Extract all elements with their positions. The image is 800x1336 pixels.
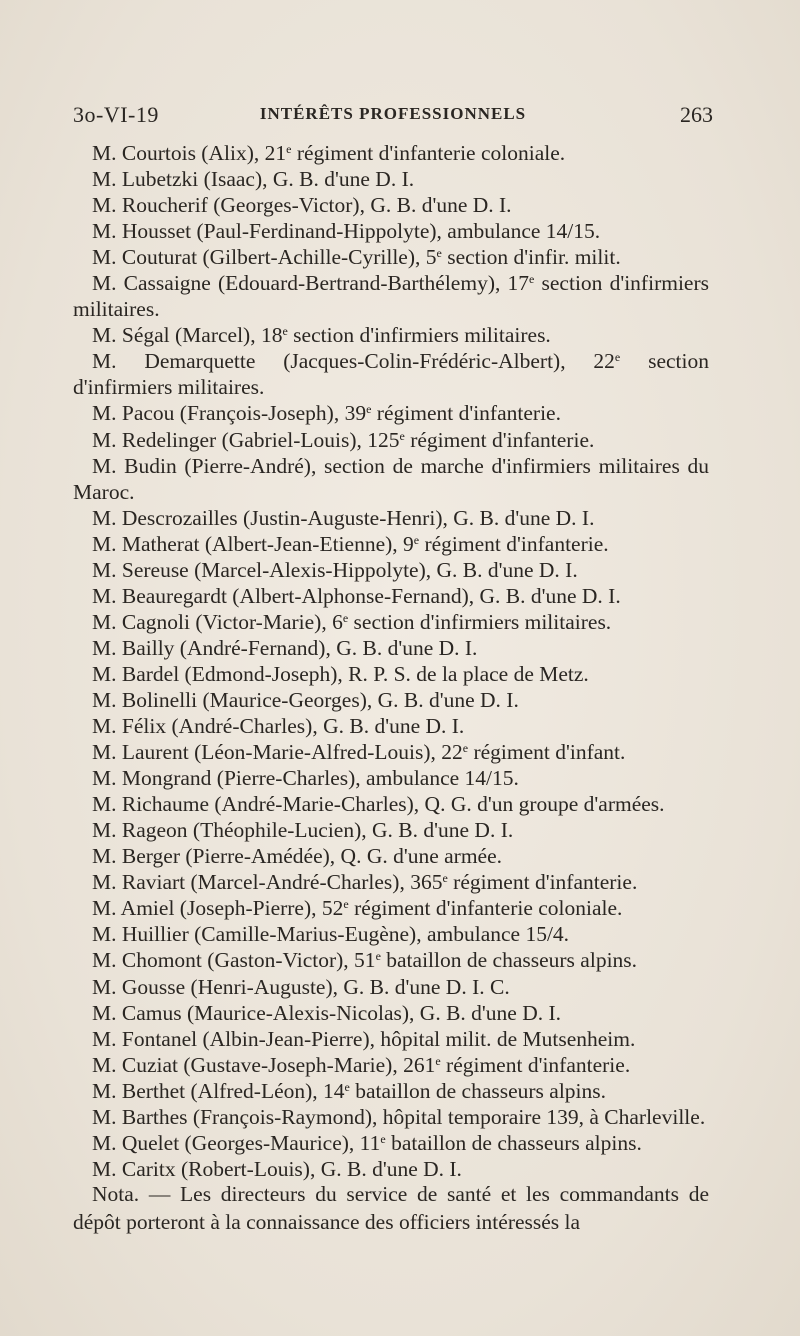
entry-unit: régiment d'infanterie. — [404, 427, 595, 452]
entry-ordinal-suffix: e — [413, 532, 420, 547]
header-title: INTÉRÊTS PROFESSIONNELS — [259, 104, 527, 123]
entry-text: M. Cagnoli (Victor-Marie), 6 — [92, 609, 343, 634]
list-item — [73, 1078, 709, 1104]
entry-text: M. Bardel (Edmond-Joseph), R. P. S. de la place de Metz. — [92, 661, 589, 686]
entry-text: M. Bailly (André-Fernand), G. B. d'une D. I. — [92, 635, 478, 660]
list-item — [73, 348, 709, 400]
entry-text: M. Bolinelli (Maurice-Georges), G. B. d'une D. I. — [92, 687, 519, 712]
list-item — [73, 635, 709, 661]
list-item — [73, 218, 709, 244]
entry-ordinal-suffix: e — [286, 142, 292, 156]
entry-unit: régiment d'infant. — [468, 740, 626, 765]
entry-unit: régiment d'infanterie coloniale. — [291, 141, 566, 165]
entry-text: M. Redelinger (Gabriel-Louis), 125 — [92, 427, 400, 452]
entry-text: M. Pacou (François-Joseph), 39 — [92, 401, 367, 426]
entry-text: M. Budin (Pierre-André), section de marche d'infirmiers militaires du Maroc. — [73, 453, 709, 504]
nota-paragraph: Nota. — Les directeurs du service de santé et les commandants de dépôt porteront à la connaissance des officiers intéressés la — [73, 1182, 709, 1234]
entry-ordinal-suffix: e — [343, 897, 349, 912]
list-item — [73, 661, 709, 687]
entry-ordinal-suffix: e — [282, 324, 288, 339]
entry-unit: régiment d'infanterie coloniale. — [348, 896, 623, 921]
entry-text: M. Sereuse (Marcel-Alexis-Hippolyte), G. B. d'une D. I. — [92, 557, 578, 582]
list-item — [73, 322, 709, 348]
list-item — [73, 270, 709, 322]
entry-ordinal-suffix: e — [614, 350, 621, 365]
entry-text: M. Ségal (Marcel), 18 — [92, 323, 283, 348]
entry-text: M. Rageon (Théophile-Lucien), G. B. d'une D. I. — [92, 818, 514, 843]
entry-text: M. Richaume (André-Marie-Charles), Q. G. d'un groupe d'armées. — [92, 792, 665, 817]
list-item — [73, 192, 709, 218]
entry-text: M. Amiel (Joseph-Pierre), 52 — [92, 896, 344, 921]
entry-text: M. Roucherif (Georges-Victor), G. B. d'une D. I. — [92, 193, 512, 218]
header-date: 3o-VI-19 — [73, 102, 159, 127]
list-item — [73, 895, 709, 921]
list-item — [73, 609, 709, 635]
entry-unit: régiment d'infanterie. — [371, 401, 561, 426]
list-item — [73, 427, 709, 453]
list-item — [73, 166, 709, 192]
entry-text: M. Housset (Paul-Ferdinand-Hippolyte), ambulance 14/15. — [92, 219, 601, 244]
entry-text: M. Berger (Pierre-Amédée), Q. G. d'une armée. — [92, 844, 503, 869]
entry-text: M. Lubetzki (Isaac), G. B. d'une D. I. — [92, 167, 415, 192]
entry-ordinal-suffix: e — [436, 246, 442, 261]
entry-unit: section d'infirmiers militaires. — [287, 323, 551, 348]
entry-text: M. Gousse (Henri-Auguste), G. B. d'une D. I. C. — [92, 974, 510, 999]
entry-text: M. Quelet (Georges-Maurice), 11 — [92, 1130, 381, 1155]
entry-text: M. Beauregardt (Albert-Alphonse-Fernand), G. B. d'une D. I. — [92, 583, 621, 608]
entry-unit: régiment d'infanterie. — [440, 1052, 631, 1077]
list-item — [73, 453, 709, 505]
page-number: 263 — [680, 102, 713, 127]
entry-text: M. Barthes (François-Raymond), hôpital temporaire 139, à Charleville. — [92, 1104, 706, 1129]
entry-text: M. Raviart (Marcel-André-Charles), 365 — [92, 870, 443, 895]
appointment-list — [73, 140, 709, 1182]
entry-unit: bataillon de chasseurs alpins. — [380, 948, 638, 973]
list-item — [73, 765, 709, 791]
entry-text: M. Cassaigne (Edouard-Bertrand-Barthélemy), 17 — [92, 271, 530, 296]
list-item — [73, 531, 709, 557]
entry-text: M. Fontanel (Albin-Jean-Pierre), hôpital milit. de Mutsenheim. — [92, 1026, 636, 1051]
entry-text: M. Courtois (Alix), 21 — [92, 141, 287, 165]
entry-unit: bataillon de chasseurs alpins. — [385, 1130, 642, 1155]
entry-text: M. Camus (Maurice-Alexis-Nicolas), G. B. d'une D. I. — [92, 1000, 562, 1025]
entry-text: M. Laurent (Léon-Marie-Alfred-Louis), 22 — [92, 740, 463, 765]
entry-ordinal-suffix: e — [366, 402, 372, 417]
list-item — [73, 921, 709, 947]
list-item — [73, 869, 709, 895]
entry-text: M. Demarquette (Jacques-Colin-Frédéric-Albert), 22 — [92, 349, 615, 374]
list-item — [73, 244, 709, 270]
entry-unit: section d'infirmiers militaires. — [348, 609, 612, 634]
list-item — [73, 1000, 709, 1026]
entry-unit: section d'infirmiers militaires. — [73, 271, 709, 322]
entry-text: M. Descrozailles (Justin-Auguste-Henri), G. B. d'une D. I. — [92, 505, 595, 530]
entry-text: M. Félix (André-Charles), G. B. d'une D. I. — [92, 714, 465, 739]
list-item — [73, 974, 709, 1000]
entry-text: M. Cuziat (Gustave-Joseph-Marie), 261 — [92, 1052, 436, 1077]
entry-ordinal-suffix: e — [462, 741, 469, 756]
entry-unit: régiment d'infanterie. — [447, 870, 638, 895]
list-item — [73, 739, 709, 765]
list-item — [73, 583, 709, 609]
list-item — [73, 791, 709, 817]
list-item — [73, 843, 709, 869]
list-item — [73, 1104, 709, 1130]
entry-ordinal-suffix: e — [399, 428, 405, 443]
entry-unit: section d'infirmiers militaires. — [73, 349, 709, 400]
list-item — [73, 400, 709, 426]
entry-text: M. Berthet (Alfred-Léon), 14 — [92, 1078, 345, 1103]
entry-ordinal-suffix: e — [529, 272, 535, 287]
entry-ordinal-suffix: e — [342, 610, 349, 625]
list-item — [73, 505, 709, 531]
list-item — [73, 557, 709, 583]
entry-ordinal-suffix: e — [435, 1053, 441, 1068]
entry-text: M. Caritx (Robert-Louis), G. B. d'une D. I. — [92, 1156, 462, 1181]
entry-ordinal-suffix: e — [344, 1079, 350, 1094]
list-item — [73, 1052, 709, 1078]
list-item — [73, 1130, 709, 1156]
entry-ordinal-suffix: e — [442, 871, 448, 886]
entry-text: M. Mongrand (Pierre-Charles), ambulance 14/15. — [92, 766, 519, 791]
entry-ordinal-suffix: e — [375, 949, 381, 964]
running-header — [73, 96, 713, 130]
list-item — [73, 1026, 709, 1052]
list-item — [73, 817, 709, 843]
entry-unit: régiment d'infanterie. — [419, 531, 609, 556]
list-item — [73, 713, 709, 739]
list-item — [73, 1156, 709, 1182]
entry-text: M. Matherat (Albert-Jean-Etienne), 9 — [92, 531, 414, 556]
list-item — [73, 687, 709, 713]
list-item — [73, 947, 709, 973]
entry-unit: section d'infir. milit. — [441, 245, 621, 270]
entry-ordinal-suffix: e — [380, 1131, 386, 1146]
list-item — [73, 140, 709, 166]
entry-text: M. Couturat (Gilbert-Achille-Cyrille), 5 — [92, 245, 437, 270]
entry-text: M. Huillier (Camille-Marius-Eugène), ambulance 15/4. — [92, 922, 570, 947]
entry-text: M. Chomont (Gaston-Victor), 51 — [92, 948, 376, 973]
entry-unit: bataillon de chasseurs alpins. — [349, 1078, 607, 1103]
